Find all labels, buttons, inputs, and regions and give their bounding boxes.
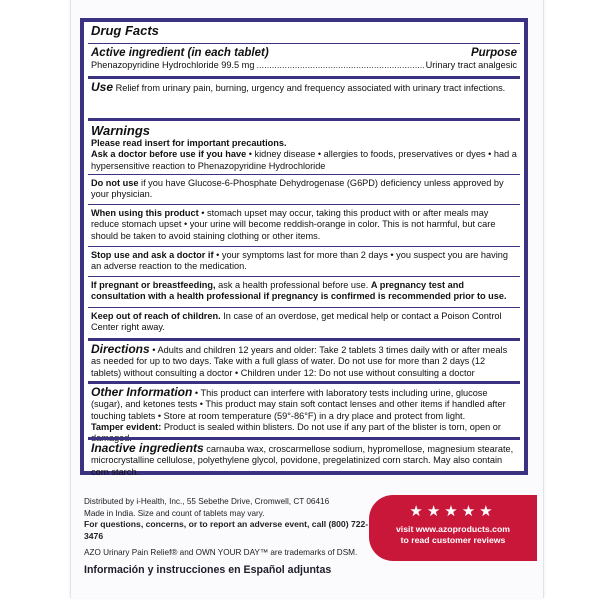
other-information-heading: Other Information [91,385,193,399]
when-using-section [88,204,520,246]
keep-out-text: In case of an overdose, get medical help or contact a Poison Control Center right away. [91,311,502,333]
pregnant-label: If pregnant or breastfeeding, [91,280,216,290]
when-using-label: When using this product [91,208,199,218]
do-not-use-section [88,174,520,204]
ingredient-purpose: Urinary tract analgesic [425,60,517,70]
dotted-leader [256,60,423,71]
ingredient-name: Phenazopyridine Hydrochloride 99.5 mg [91,60,255,70]
pregnant-bold-text: A pregnancy test and consultation with a health professional if pregnancy is confirmed is recommended prior to use. [91,280,507,302]
active-ingredient-section [88,43,520,76]
reviews-badge[interactable] [369,495,537,561]
when-using-text: • stomach upset may occur, taking this product with or after meals may reduce stomach upset • your urine will become reddish-orange in color. This is not harmful, but care should be taken to avoid staining clothing or other items. [91,208,496,241]
keep-out-label: Keep out of reach of children. [91,311,221,321]
purpose-heading: Purpose [470,47,517,59]
directions-text: • Adults and children 12 years and older: Take 2 tablets 3 times daily with or after meals as needed for up to two days. Take with a full glass of water. Do not use for more than 2 days (12 tablets) without consulting a doctor • Children under 12: Do not use without consulting a doctor [91,345,508,378]
stop-use-label: Stop use and ask a doctor if [91,250,214,260]
made-in-text: Made in India. Size and count of tablets may vary. [84,508,265,518]
drug-facts-title: Drug Facts [91,23,159,38]
keep-out-section [88,307,520,338]
drug-facts-panel [80,18,528,475]
use-section [88,76,520,118]
warnings-intro-section [88,118,520,174]
ask-doctor-text: • kidney disease • allergies to foods, preservatives or dyes • had a hypersensitive reaction to Phenazopyridine Hydrochloride [91,149,517,171]
tamper-text: Product is sealed within blisters. Do not use if any part of the blister is torn, open or damaged. [91,421,501,444]
inactive-ingredients-heading: Inactive ingredients [91,441,204,455]
use-heading: Use [91,80,114,94]
directions-heading: Directions [91,342,150,356]
stop-use-text: • your symptoms last for more than 2 days • you suspect you are having an adverse reaction to the medication. [91,250,508,272]
inactive-ingredients-section [88,437,520,477]
directions-section [88,338,520,381]
warnings-heading: Warnings [91,123,150,138]
spanish-info-text: Información y instrucciones en Español adjuntas [84,563,332,576]
rating-stars-icon: ★★★★★ [409,503,497,520]
do-not-use-text: if you have Glucose-6-Phosphate Dehydrogenase (G6PD) deficiency unless approved by your physician. [91,178,504,200]
use-text: Relief from urinary pain, burning, urgency and frequency associated with urinary tract infections. [115,83,506,93]
drug-facts-header [88,23,520,43]
pregnancy-section [88,276,520,307]
package-footer [84,496,374,577]
tamper-label: Tamper evident: [91,421,162,432]
trademarks-text: AZO Urinary Pain Relief® and OWN YOUR DAY™ are trademarks of DSM. [84,548,358,558]
reviews-url-text: visit www.azoproducts.com [395,524,511,534]
distributor-text: Distributed by i-Health, Inc., 55 Sebethe Drive, Cromwell, CT 06416 [84,497,330,506]
inactive-ingredients-text: carnauba wax, croscarmellose sodium, hypromellose, magnesium stearate, microcrystalline cellulose, polyethylene glycol, povidone, pregelatinized corn starch. May also contain corn starch. [91,444,514,477]
other-information-text: • This product can interfere with laboratory tests including urine, glucose (sugar), and ketones tests • This product may stain soft contact lenses and other items if handled after touching tablets • Store at room temperature (59°-86°F) in a dry place and protect from light. [91,388,506,421]
do-not-use-label: Do not use [91,178,139,188]
other-information-section [88,381,520,444]
pregnant-text: ask a health professional before use. [218,280,369,290]
questions-text: For questions, concerns, or to report an adverse event, call (800) 722-3476 [84,519,369,541]
reviews-cta-text: to read customer reviews [400,535,506,545]
stop-use-section [88,246,520,276]
active-ingredient-heading: Active ingredient (in each tablet) [91,47,269,59]
ask-doctor-label: Ask a doctor before use if you have [91,149,247,160]
read-insert-text: Please read insert for important precautions. [91,138,287,148]
